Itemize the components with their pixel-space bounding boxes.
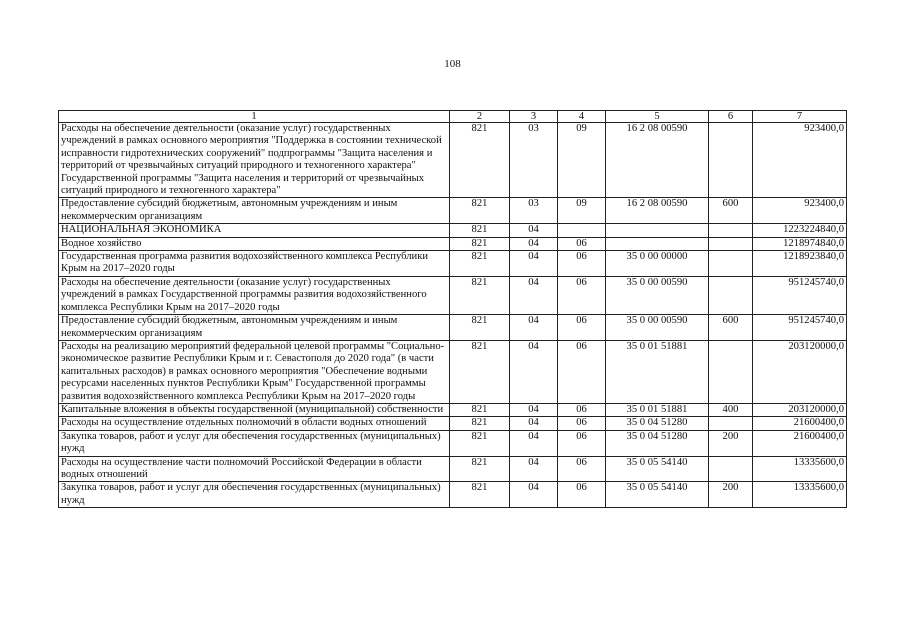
target-article-cell: 35 0 01 51881 <box>606 340 709 403</box>
amount-cell: 21600400,0 <box>753 417 847 430</box>
table-row <box>59 237 847 250</box>
expense-type-cell <box>709 340 753 403</box>
section-cell: 04 <box>510 224 558 237</box>
row-name-cell: Государственная программа развития водохозяйственного комплекса Республики Крым на 2017–2020 годы <box>59 251 450 277</box>
subsection-cell: 09 <box>558 198 606 224</box>
target-article-cell: 35 0 00 00590 <box>606 276 709 314</box>
amount-cell: 923400,0 <box>753 198 847 224</box>
header-col-4: 4 <box>558 111 606 123</box>
subsection-cell: 06 <box>558 315 606 341</box>
row-name-cell: Расходы на осуществление части полномочий Российской Федерации в области водных отношений <box>59 456 450 482</box>
ministry-code-cell: 821 <box>450 251 510 277</box>
subsection-cell: 06 <box>558 430 606 456</box>
row-name-cell: Водное хозяйство <box>59 237 450 250</box>
expense-type-cell: 200 <box>709 482 753 508</box>
section-cell: 04 <box>510 276 558 314</box>
header-col-3: 3 <box>510 111 558 123</box>
table-row <box>59 276 847 314</box>
expense-type-cell <box>709 276 753 314</box>
target-article-cell <box>606 224 709 237</box>
subsection-cell: 06 <box>558 417 606 430</box>
subsection-cell: 09 <box>558 123 606 198</box>
header-col-1: 1 <box>59 111 450 123</box>
target-article-cell: 16 2 08 00590 <box>606 123 709 198</box>
subsection-cell: 06 <box>558 403 606 416</box>
row-name-cell: Закупка товаров, работ и услуг для обеспечения государственных (муниципальных) нужд <box>59 430 450 456</box>
subsection-cell <box>558 224 606 237</box>
table-row <box>59 403 847 416</box>
ministry-code-cell: 821 <box>450 456 510 482</box>
expense-type-cell <box>709 417 753 430</box>
table-row <box>59 198 847 224</box>
ministry-code-cell: 821 <box>450 123 510 198</box>
subsection-cell: 06 <box>558 482 606 508</box>
section-cell: 04 <box>510 340 558 403</box>
amount-cell: 203120000,0 <box>753 403 847 416</box>
subsection-cell: 06 <box>558 340 606 403</box>
ministry-code-cell: 821 <box>450 224 510 237</box>
section-cell: 03 <box>510 198 558 224</box>
amount-cell: 923400,0 <box>753 123 847 198</box>
section-cell: 04 <box>510 417 558 430</box>
section-cell: 04 <box>510 403 558 416</box>
target-article-cell: 16 2 08 00590 <box>606 198 709 224</box>
row-name-cell: Предоставление субсидий бюджетным, автономным учреждениям и иным некоммерческим организациям <box>59 315 450 341</box>
row-name-cell: Расходы на осуществление отдельных полномочий в области водных отношений <box>59 417 450 430</box>
section-cell: 04 <box>510 482 558 508</box>
subsection-cell: 06 <box>558 251 606 277</box>
target-article-cell: 35 0 00 00000 <box>606 251 709 277</box>
section-cell: 04 <box>510 237 558 250</box>
expense-type-cell <box>709 123 753 198</box>
target-article-cell: 35 0 04 51280 <box>606 430 709 456</box>
subsection-cell: 06 <box>558 237 606 250</box>
table-row <box>59 251 847 277</box>
amount-cell: 203120000,0 <box>753 340 847 403</box>
amount-cell: 1223224840,0 <box>753 224 847 237</box>
row-name-cell: Расходы на обеспечение деятельности (оказание услуг) государственных учреждений в рамках Государственной программы развития водохозяйственного комплекса Республики Крым на 2017–2020 годы <box>59 276 450 314</box>
row-name-cell: НАЦИОНАЛЬНАЯ ЭКОНОМИКА <box>59 224 450 237</box>
amount-cell: 21600400,0 <box>753 430 847 456</box>
section-cell: 04 <box>510 251 558 277</box>
section-cell: 04 <box>510 430 558 456</box>
row-name-cell: Расходы на обеспечение деятельности (оказание услуг) государственных учреждений в рамках основного мероприятия "Поддержка в состоянии технической исправности гидротехнических сооружений" подпрограммы "Защита населения и территорий от чрезвычайных ситуаций природного и техногенного характера" Государственной программы "Защита населения и территорий от чрезвычайных ситуаций природного и техногенного характера" <box>59 123 450 198</box>
expense-type-cell <box>709 456 753 482</box>
amount-cell: 1218974840,0 <box>753 237 847 250</box>
ministry-code-cell: 821 <box>450 417 510 430</box>
expense-type-cell <box>709 251 753 277</box>
target-article-cell: 35 0 00 00590 <box>606 315 709 341</box>
header-col-5: 5 <box>606 111 709 123</box>
expense-type-cell: 600 <box>709 198 753 224</box>
expense-type-cell: 600 <box>709 315 753 341</box>
ministry-code-cell: 821 <box>450 237 510 250</box>
header-col-7: 7 <box>753 111 847 123</box>
table-row <box>59 456 847 482</box>
table-row <box>59 417 847 430</box>
table-row <box>59 340 847 403</box>
amount-cell: 13335600,0 <box>753 482 847 508</box>
header-col-6: 6 <box>709 111 753 123</box>
page-number: 108 <box>444 58 461 70</box>
table-row <box>59 482 847 508</box>
ministry-code-cell: 821 <box>450 340 510 403</box>
row-name-cell: Предоставление субсидий бюджетным, автономным учреждениям и иным некоммерческим организациям <box>59 198 450 224</box>
expense-type-cell <box>709 224 753 237</box>
expense-type-cell: 200 <box>709 430 753 456</box>
budget-table <box>58 110 847 508</box>
ministry-code-cell: 821 <box>450 198 510 224</box>
ministry-code-cell: 821 <box>450 430 510 456</box>
row-name-cell: Капитальные вложения в объекты государственной (муниципальной) собственности <box>59 403 450 416</box>
amount-cell: 13335600,0 <box>753 456 847 482</box>
expense-type-cell: 400 <box>709 403 753 416</box>
section-cell: 04 <box>510 456 558 482</box>
table-row <box>59 315 847 341</box>
target-article-cell: 35 0 01 51881 <box>606 403 709 416</box>
amount-cell: 951245740,0 <box>753 315 847 341</box>
section-cell: 04 <box>510 315 558 341</box>
row-name-cell: Закупка товаров, работ и услуг для обеспечения государственных (муниципальных) нужд <box>59 482 450 508</box>
table-row <box>59 430 847 456</box>
row-name-cell: Расходы на реализацию мероприятий федеральной целевой программы "Социально-экономическое развитие Республики Крым и г. Севастополя до 2020 года" (в части капитальных расходов) в рамках основного мероприятия "Обеспечение водными ресурсами населенных пунктов Республики Крым" Государственной программы развития водохозяйственного комплекса Республики Крым на 2017–2020 годы <box>59 340 450 403</box>
expense-type-cell <box>709 237 753 250</box>
subsection-cell: 06 <box>558 276 606 314</box>
header-col-2: 2 <box>450 111 510 123</box>
table-row <box>59 123 847 198</box>
target-article-cell: 35 0 04 51280 <box>606 417 709 430</box>
ministry-code-cell: 821 <box>450 403 510 416</box>
ministry-code-cell: 821 <box>450 276 510 314</box>
table-header-row <box>59 111 847 123</box>
ministry-code-cell: 821 <box>450 315 510 341</box>
subsection-cell: 06 <box>558 456 606 482</box>
target-article-cell <box>606 237 709 250</box>
table-row <box>59 224 847 237</box>
amount-cell: 951245740,0 <box>753 276 847 314</box>
target-article-cell: 35 0 05 54140 <box>606 482 709 508</box>
ministry-code-cell: 821 <box>450 482 510 508</box>
section-cell: 03 <box>510 123 558 198</box>
target-article-cell: 35 0 05 54140 <box>606 456 709 482</box>
amount-cell: 1218923840,0 <box>753 251 847 277</box>
